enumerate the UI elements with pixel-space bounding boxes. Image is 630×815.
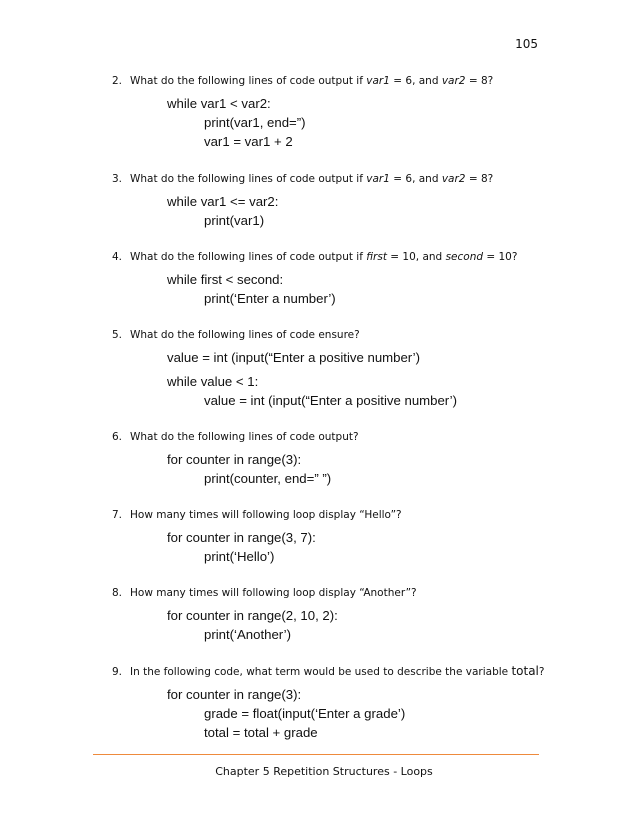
variable-name: first xyxy=(366,251,387,263)
question-number: 4. xyxy=(112,251,123,263)
question-prompt xyxy=(112,430,552,444)
code-line: total = total + grade xyxy=(204,725,318,740)
question-number: 6. xyxy=(112,431,123,443)
prompt-text: ? xyxy=(538,666,545,678)
variable-name: var1 xyxy=(366,173,390,185)
code-line: print(‘Another’) xyxy=(204,627,291,642)
prompt-text: What do the following lines of code output? xyxy=(130,431,359,443)
code-line: while var1 <= var2: xyxy=(167,194,279,209)
code-line: print(‘Hello’) xyxy=(204,549,275,564)
prompt-text: = 8? xyxy=(465,173,494,185)
code-line: while first < second: xyxy=(167,272,284,287)
code-line: value = int (input(“Enter a positive number’) xyxy=(167,350,421,365)
code-line: for counter in range(3, 7): xyxy=(167,530,316,545)
question-5 xyxy=(112,328,552,410)
question-2 xyxy=(112,74,552,151)
question-number: 9. xyxy=(112,666,123,678)
question-number: 2. xyxy=(112,75,123,87)
code-line: for counter in range(3): xyxy=(167,452,302,467)
page-number: 105 xyxy=(515,37,538,51)
question-7 xyxy=(112,508,552,566)
code-line: for counter in range(3): xyxy=(167,687,302,702)
question-prompt xyxy=(112,328,552,342)
code-line: print(counter, end=” ”) xyxy=(204,471,332,486)
code-line: grade = float(input(‘Enter a grade’) xyxy=(204,706,406,721)
code-line: print(var1) xyxy=(204,213,265,228)
question-prompt xyxy=(112,250,552,264)
footer-divider xyxy=(93,754,539,755)
prompt-text: How many times will following loop display “Another”? xyxy=(130,587,417,599)
question-number: 3. xyxy=(112,173,123,185)
question-6 xyxy=(112,430,552,488)
variable-name: var1 xyxy=(366,75,390,87)
question-8 xyxy=(112,586,552,644)
prompt-text: What do the following lines of code output if xyxy=(130,173,367,185)
question-number: 8. xyxy=(112,587,123,599)
question-prompt xyxy=(112,664,552,679)
code-line: print(var1, end=”) xyxy=(204,115,306,130)
prompt-text: What do the following lines of code ensure? xyxy=(130,329,360,341)
question-list xyxy=(112,74,552,742)
variable-name: second xyxy=(445,251,484,263)
prompt-text: = 10? xyxy=(483,251,518,263)
prompt-text: How many times will following loop display “Hello”? xyxy=(130,509,402,521)
chapter-footer: Chapter 5 Repetition Structures - Loops xyxy=(215,765,433,778)
prompt-text: What do the following lines of code output if xyxy=(130,251,367,263)
code-line: var1 = var1 + 2 xyxy=(204,134,293,149)
question-prompt xyxy=(112,172,552,186)
code-line: print(‘Enter a number’) xyxy=(204,291,336,306)
prompt-text: = 6, and xyxy=(389,173,442,185)
question-prompt xyxy=(112,508,552,522)
question-9 xyxy=(112,664,552,742)
prompt-text: What do the following lines of code output if xyxy=(130,75,367,87)
code-line: while var1 < var2: xyxy=(167,96,271,111)
code-line: while value < 1: xyxy=(167,374,259,389)
question-4 xyxy=(112,250,552,308)
prompt-text: = 10, and xyxy=(386,251,446,263)
variable-name: var2 xyxy=(441,75,466,87)
prompt-text: = 8? xyxy=(465,75,494,87)
question-number: 7. xyxy=(112,509,123,521)
term-total: total xyxy=(511,664,539,678)
question-prompt xyxy=(112,74,552,88)
prompt-text: In the following code, what term would be used to describe the variable xyxy=(130,666,512,678)
code-line: value = int (input(“Enter a positive number’) xyxy=(204,393,458,408)
prompt-text: = 6, and xyxy=(389,75,442,87)
question-3 xyxy=(112,172,552,230)
question-number: 5. xyxy=(112,329,123,341)
question-prompt xyxy=(112,586,552,600)
code-line: for counter in range(2, 10, 2): xyxy=(167,608,338,623)
variable-name: var2 xyxy=(441,173,466,185)
